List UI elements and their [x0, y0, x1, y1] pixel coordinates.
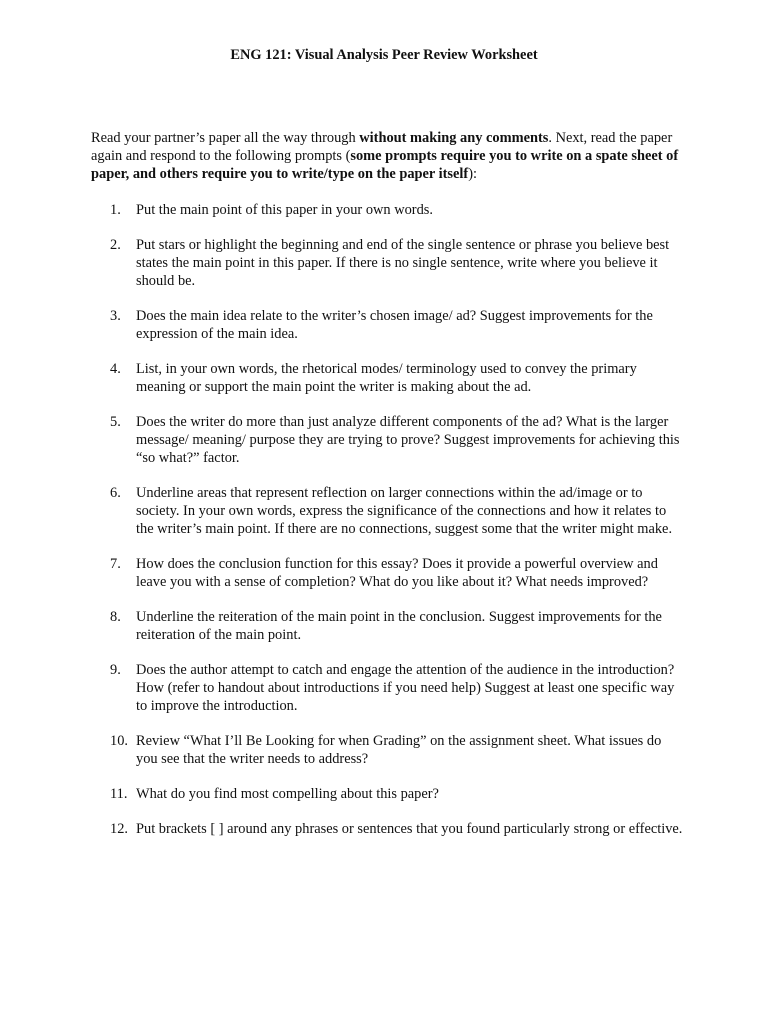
prompt-item	[0, 732, 684, 768]
prompt-number: 7.	[110, 556, 121, 572]
prompt-number: 12.	[110, 821, 128, 837]
prompt-text: List, in your own words, the rhetorical modes/ terminology used to convey the primary meaning or support the main point the writer is making about the ad.	[136, 361, 637, 395]
prompt-item	[0, 608, 684, 644]
prompt-item	[0, 413, 684, 467]
prompt-text: Does the writer do more than just analyze different components of the ad? What is the larger message/ meaning/ purpose they are trying to prove? Suggest improvements for achieving this “so what?” factor.	[136, 414, 680, 466]
prompt-item	[0, 236, 684, 290]
intro-text-1: Read your partner’s paper all the way through	[91, 130, 360, 146]
prompt-text: What do you find most compelling about this paper?	[136, 786, 439, 802]
prompt-text: How does the conclusion function for this essay? Does it provide a powerful overview and leave you with a sense of completion? What do you like about it? What needs improved?	[136, 556, 658, 590]
prompt-number: 3.	[110, 308, 121, 324]
prompt-item	[0, 661, 684, 715]
prompt-number: 8.	[110, 609, 121, 625]
prompt-number: 4.	[110, 361, 121, 377]
prompt-text: Does the main idea relate to the writer’s chosen image/ ad? Suggest improvements for the expression of the main idea.	[136, 308, 653, 342]
prompt-number: 9.	[110, 662, 121, 678]
prompt-number: 11.	[110, 786, 128, 802]
prompt-text: Put the main point of this paper in your own words.	[136, 202, 433, 218]
intro-text-3: ):	[468, 166, 478, 182]
intro-paragraph	[91, 129, 691, 183]
prompt-text: Underline the reiteration of the main point in the conclusion. Suggest improvements for the reiteration of the main point.	[136, 609, 662, 643]
prompt-item	[0, 785, 684, 803]
intro-bold-1: without making any comments	[359, 130, 549, 146]
prompt-item	[0, 307, 684, 343]
prompt-list	[0, 201, 768, 855]
prompt-text: Underline areas that represent reflection on larger connections within the ad/image or to society. In your own words, express the significance of the connections and how it relates to the writer’s main point. If there are no connections, suggest some that the writer might make.	[136, 485, 673, 537]
prompt-number: 10.	[110, 733, 128, 749]
intro-bold-2: some prompts require you to write on a spate sheet of paper, and others require you to write/type on the paper itself	[91, 148, 679, 182]
prompt-item	[0, 555, 684, 591]
prompt-item	[0, 484, 684, 538]
prompt-text: Review “What I’ll Be Looking for when Grading” on the assignment sheet. What issues do you see that the writer needs to address?	[136, 733, 662, 767]
prompt-item	[0, 820, 684, 838]
prompt-text: Put brackets [ ] around any phrases or sentences that you found particularly strong or effective.	[136, 821, 683, 837]
page-title: ENG 121: Visual Analysis Peer Review Worksheet	[230, 47, 538, 63]
prompt-text: Put stars or highlight the beginning and end of the single sentence or phrase you believe best states the main point in this paper. If there is no single sentence, write where you believe it should be.	[136, 237, 670, 289]
prompt-number: 6.	[110, 485, 121, 501]
intro-text-2: . Next, read the paper again and respond to the following prompts (	[91, 130, 673, 164]
prompt-text: Does the author attempt to catch and engage the attention of the audience in the introduction? How (refer to handout about introductions if you need help) Suggest at least one specific way to improve the introduction.	[136, 662, 675, 714]
prompt-number: 2.	[110, 237, 121, 253]
prompt-number: 5.	[110, 414, 121, 430]
prompt-item	[0, 360, 684, 396]
prompt-number: 1.	[110, 202, 121, 218]
prompt-item	[0, 201, 684, 219]
